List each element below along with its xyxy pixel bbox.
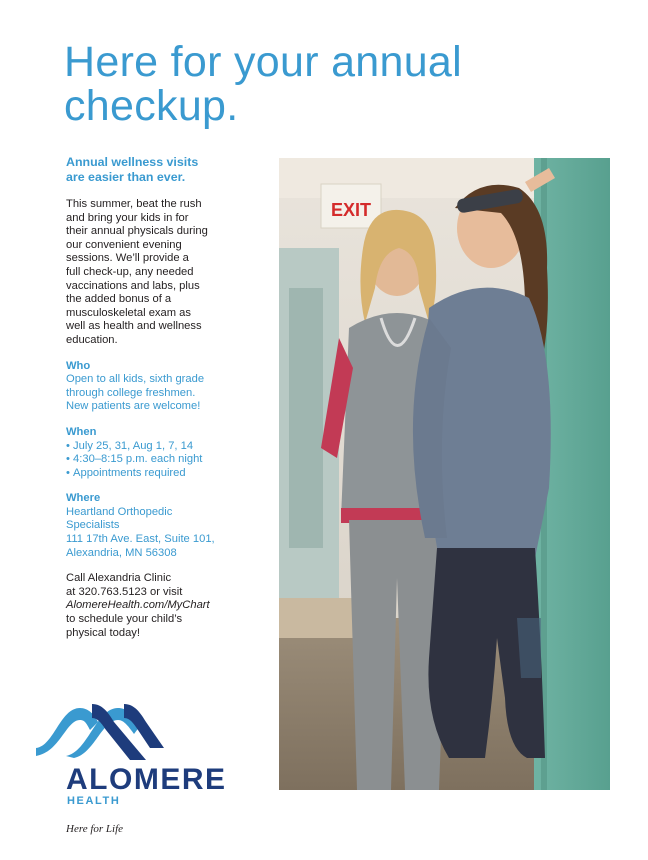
where-line: Heartland Orthopedic: [66, 505, 173, 518]
intro-body-line: well as health and wellness: [66, 320, 202, 333]
wave-mountain-icon: [36, 700, 166, 762]
intro-body-line: sessions. We’ll provide a: [66, 252, 189, 265]
mychart-link[interactable]: AlomereHealth.com/MyChart: [66, 599, 210, 612]
where-title: Where: [66, 492, 101, 505]
headline-line-1: Here for your annual: [64, 38, 462, 86]
exit-sign-text: EXIT: [330, 200, 372, 220]
call-to-action: [66, 572, 271, 640]
info-column: [66, 155, 271, 640]
cta-line: to schedule your child’s: [66, 613, 183, 626]
who-line: through college freshmen.: [66, 386, 196, 399]
list-item: • 4:30–8:15 p.m. each night: [66, 453, 271, 467]
intro-body-line: the added bonus of a: [66, 293, 172, 306]
intro-body-line: education.: [66, 333, 118, 346]
intro-body-line: This summer, beat the rush: [66, 198, 202, 210]
when-list: [66, 440, 271, 481]
who-line: New patients are welcome!: [66, 400, 201, 413]
brand-name: ALOMERE: [66, 763, 227, 796]
intro-heading: [66, 155, 271, 184]
intro-heading-line-1: Annual wellness visits: [66, 155, 199, 169]
list-item: • Appointments required: [66, 467, 271, 481]
cta-line: at 320.763.5123 or visit: [66, 585, 183, 598]
where-line: Specialists: [66, 519, 120, 532]
intro-body-line: and bring your kids in for: [66, 211, 189, 224]
where-text: [66, 506, 271, 560]
who-text: [66, 373, 271, 414]
headline: [64, 40, 604, 128]
checkup-photo: [279, 158, 610, 790]
intro-body-line: full check-up, any needed: [66, 265, 194, 278]
cta-line: Call Alexandria Clinic: [66, 572, 172, 585]
who-title: Who: [66, 359, 91, 372]
intro-body-line: our convenient evening: [66, 238, 182, 251]
headline-line-2: checkup.: [64, 82, 239, 130]
intro-body-line: musculoskeletal exam as: [66, 306, 191, 319]
intro-body-line: their annual physicals during: [66, 225, 208, 238]
where-line: Alexandria, MN 56308: [66, 546, 177, 559]
who-line: Open to all kids, sixth grade: [66, 373, 205, 386]
intro-body-line: vaccinations and labs, plus: [66, 279, 200, 292]
when-title: When: [66, 425, 97, 438]
where-line: 111 17th Ave. East, Suite 101,: [66, 533, 215, 546]
list-item: • July 25, 31, Aug 1, 7, 14: [66, 440, 271, 454]
checkup-photo-illustration: [279, 158, 610, 790]
alomere-logo: [36, 700, 246, 840]
brand-tagline: Here for Life: [66, 823, 124, 835]
cta-line: physical today!: [66, 626, 141, 639]
brand-subtitle: HEALTH: [67, 795, 121, 807]
intro-body: [66, 198, 271, 348]
intro-heading-line-2: are easier than ever.: [66, 169, 186, 184]
